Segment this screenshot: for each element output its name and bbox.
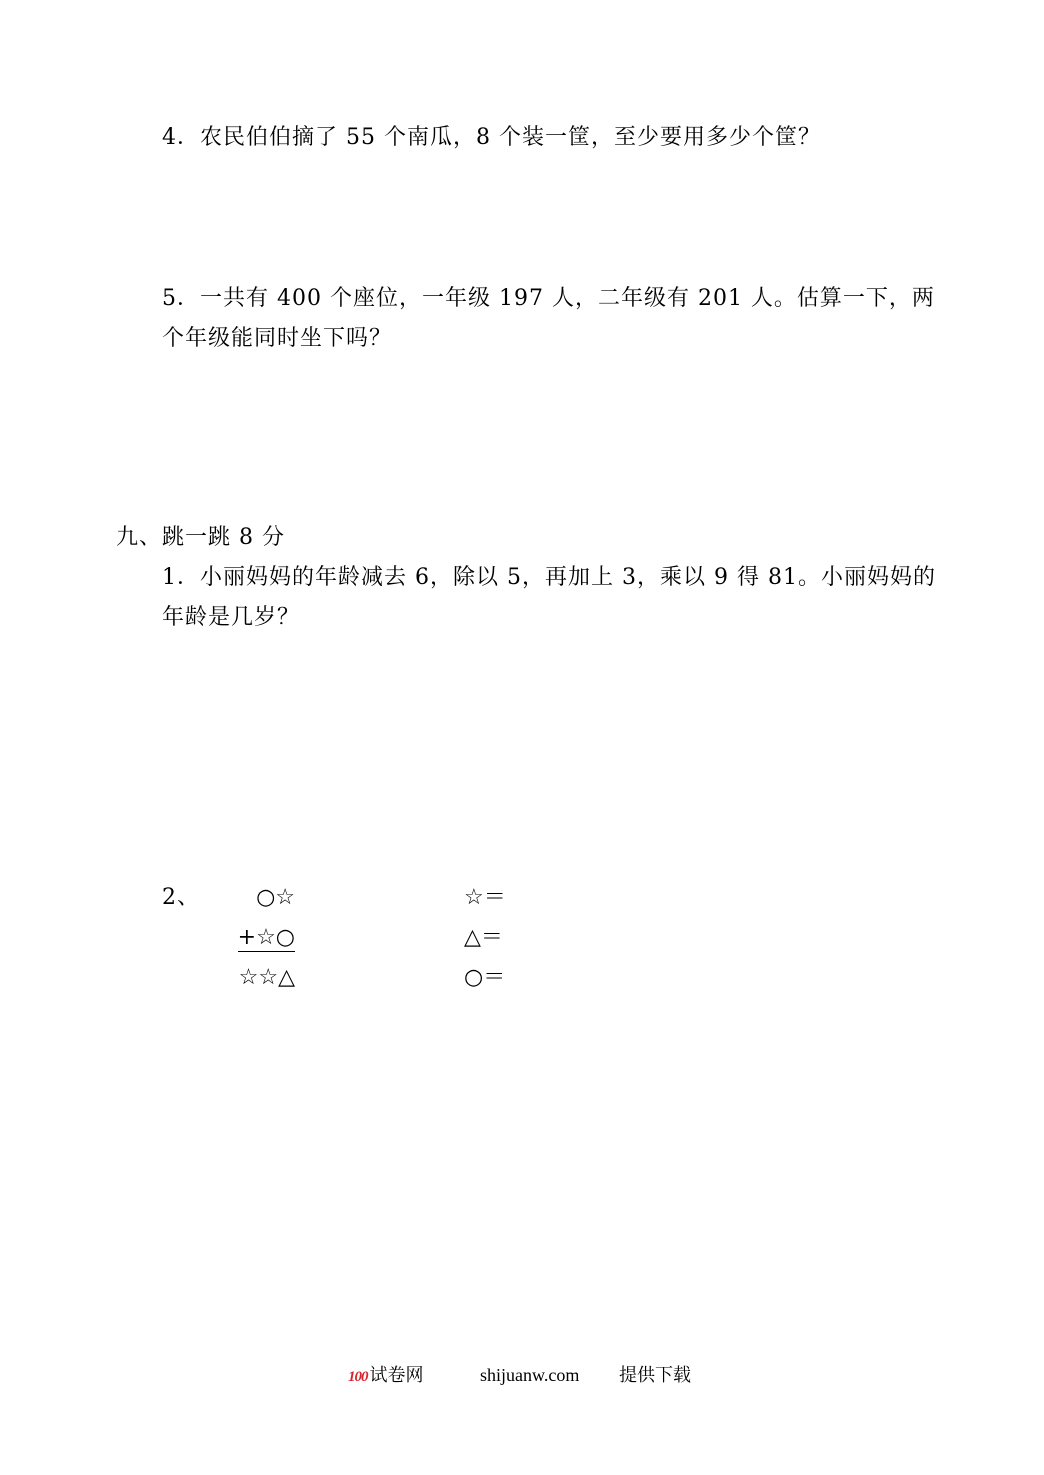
section-9-question-2-number: 2、	[162, 885, 200, 910]
section-9-question-1-line-2: 年龄是几岁？	[162, 605, 301, 630]
question-4: 4．农民伯伯摘了 55 个南瓜，8 个装一筐，至少要用多少个筐？	[162, 125, 821, 150]
footer-site-link[interactable]: shijuanw.com	[480, 1365, 580, 1385]
question-5-line-1: 5．一共有 400 个座位，一年级 197 人，二年级有 201 人。估算一下，两	[162, 286, 935, 311]
page-footer	[0, 1360, 1044, 1390]
footer-logo-text: 试卷网	[369, 1365, 424, 1385]
symbol-addition-result-row: ☆☆△	[238, 965, 295, 990]
symbol-addition-row-2-underlined: +☆○	[237, 925, 295, 950]
symbol-addition-row-2	[175, 923, 295, 953]
footer-provide-text: 提供下载	[619, 1365, 691, 1385]
answer-star: ☆＝	[464, 885, 506, 910]
answer-circle: ○＝	[464, 965, 506, 990]
footer-logo	[348, 1360, 424, 1392]
answer-triangle: △＝	[464, 925, 503, 950]
section-9-title: 九、跳一跳 8 分	[116, 525, 285, 550]
question-5-line-2: 个年级能同时坐下吗？	[162, 326, 393, 351]
symbol-addition-row-1: ○☆	[256, 885, 295, 910]
section-9-question-1-line-1: 1．小丽妈妈的年龄减去 6，除以 5，再加上 3，乘以 9 得 81。小丽妈妈的	[162, 565, 936, 590]
footer-logo-number: 100	[348, 1369, 368, 1385]
